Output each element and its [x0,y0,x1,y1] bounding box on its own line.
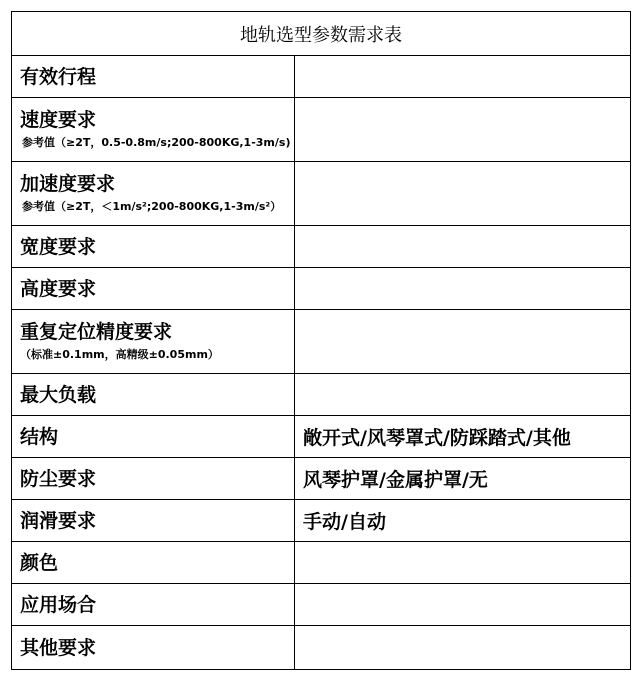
row-label-cell [12,374,295,416]
row-label-cell [12,98,295,162]
table-row-width [12,226,631,268]
row-label: 防尘要求 [20,467,97,490]
row-label-cell [12,542,295,584]
title-row [12,12,631,56]
row-label: 有效行程 [20,65,97,88]
row-value: 敞开式/风琴罩式/防踩踏式/其他 [303,427,571,449]
row-label: 重复定位精度要求 [20,321,173,343]
row-value-cell[interactable] [295,268,631,310]
row-label: 润滑要求 [20,509,97,532]
table-title: 地轨选型参数需求表 [12,12,631,56]
row-label: 高度要求 [20,277,97,300]
table-row-structure [12,416,631,458]
row-value-cell[interactable] [295,542,631,584]
row-label-cell [12,626,295,670]
row-label: 宽度要求 [20,235,97,258]
row-value-cell[interactable] [295,416,631,458]
row-value-cell[interactable] [295,458,631,500]
row-value-cell[interactable] [295,226,631,268]
table-row-color [12,542,631,584]
row-label-cell [12,162,295,226]
row-label-cell [12,416,295,458]
row-label: 颜色 [20,551,59,574]
row-value-cell[interactable] [295,162,631,226]
table-row-application [12,584,631,626]
table-row-acceleration [12,162,631,226]
row-note: 参考值（≥2T，0.5-0.8m/s;200-800KG,1-3m/s) [22,136,291,149]
row-label: 加速度要求 [20,173,116,195]
row-label: 其他要求 [20,636,97,659]
table-row-height [12,268,631,310]
row-label-cell [12,584,295,626]
row-label-cell [12,500,295,542]
row-value-cell[interactable] [295,56,631,98]
table-row-repeatability [12,310,631,374]
row-label-cell [12,458,295,500]
table-row-dustproof [12,458,631,500]
row-value-cell[interactable] [295,626,631,670]
row-label-cell [12,56,295,98]
row-value-cell[interactable] [295,584,631,626]
row-label-cell [12,268,295,310]
row-label: 结构 [20,425,59,448]
row-value-cell[interactable] [295,374,631,416]
table-row-other [12,626,631,670]
row-value: 风琴护罩/金属护罩/无 [303,469,488,491]
table-row-max-load [12,374,631,416]
row-label: 应用场合 [20,593,97,616]
row-value-cell[interactable] [295,310,631,374]
row-note: （标准±0.1mm，高精级±0.05mm） [20,348,219,361]
row-value-cell[interactable] [295,500,631,542]
row-label-cell [12,310,295,374]
row-note: 参考值（≥2T，＜1m/s²;200-800KG,1-3m/s²） [22,200,282,213]
requirements-table [11,11,631,670]
table-row-speed [12,98,631,162]
row-label-cell [12,226,295,268]
table-row-effective-stroke [12,56,631,98]
row-value: 手动/自动 [303,511,386,533]
row-label: 速度要求 [20,109,97,131]
table-row-lubrication [12,500,631,542]
row-value-cell[interactable] [295,98,631,162]
row-label: 最大负载 [20,383,97,406]
